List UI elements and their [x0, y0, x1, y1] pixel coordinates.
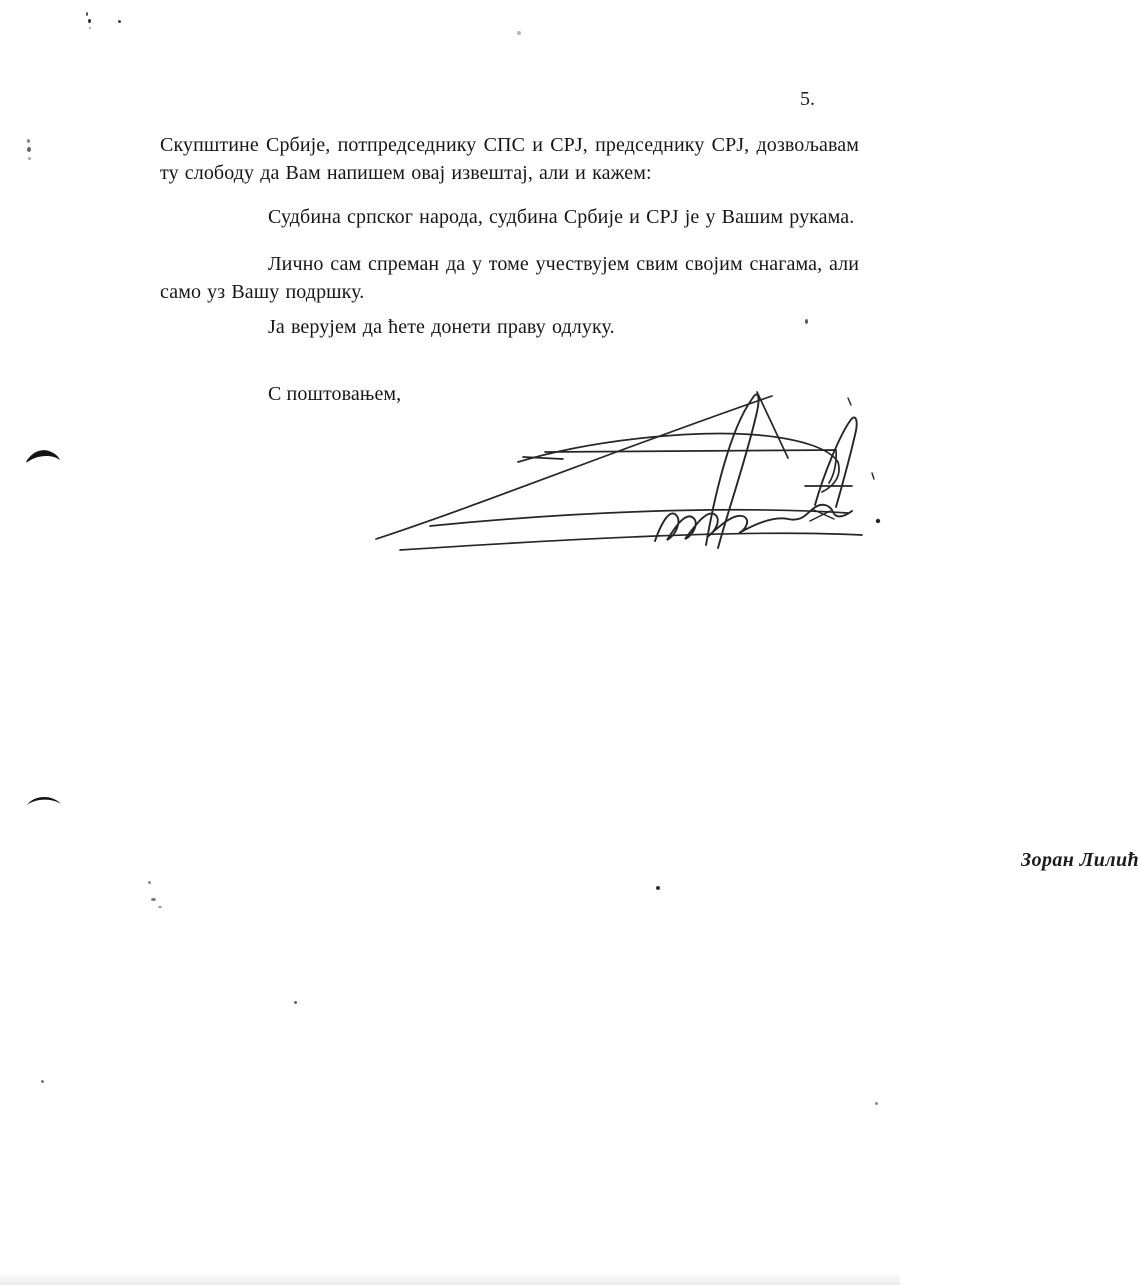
paragraph-continuation: Скупштине Србије, потпредседнику СПС и СРЈ, председнику СРЈ, дозвољавам ту слободу да Вам напишем овај извештај, али и кажем:: [160, 134, 859, 185]
scan-speck: [27, 139, 30, 143]
scan-speck: [151, 898, 156, 901]
scan-speck: [805, 319, 808, 324]
scan-speck: [875, 1102, 878, 1105]
punch-hole-mark-top: [24, 447, 62, 470]
scan-speck: [86, 12, 88, 16]
scan-speck: [27, 147, 31, 152]
signature-printed-name: Зоран Лилић: [1021, 849, 1139, 871]
closing-salutation: С поштовањем,: [268, 383, 402, 405]
scan-speck: [517, 31, 521, 35]
signature-scribble: [370, 383, 894, 561]
page-number: 5.: [800, 88, 815, 110]
scan-speck: [118, 20, 121, 23]
scan-speck: [88, 19, 91, 23]
scan-speck: [656, 886, 660, 890]
paragraph-fate: Судбина српског народа, судбина Србије и СРЈ је у Вашим рукама.: [268, 206, 855, 228]
scan-bottom-edge: [0, 1272, 900, 1285]
punch-hole-mark-bottom: [26, 792, 62, 813]
scan-speck: [158, 906, 162, 908]
signature-block: [370, 383, 1139, 871]
paragraph-belief: Ја верујем да ћете донети праву одлуку.: [268, 316, 615, 338]
scan-speck: [148, 881, 151, 884]
paragraph-readiness: Лично сам спреман да у томе учествујем свим својим снагама, али само уз Вашу подршку.: [160, 253, 859, 304]
scan-speck: [294, 1001, 297, 1004]
scan-speck: [89, 27, 91, 29]
scan-speck: [28, 157, 31, 160]
scan-speck: [41, 1080, 44, 1083]
